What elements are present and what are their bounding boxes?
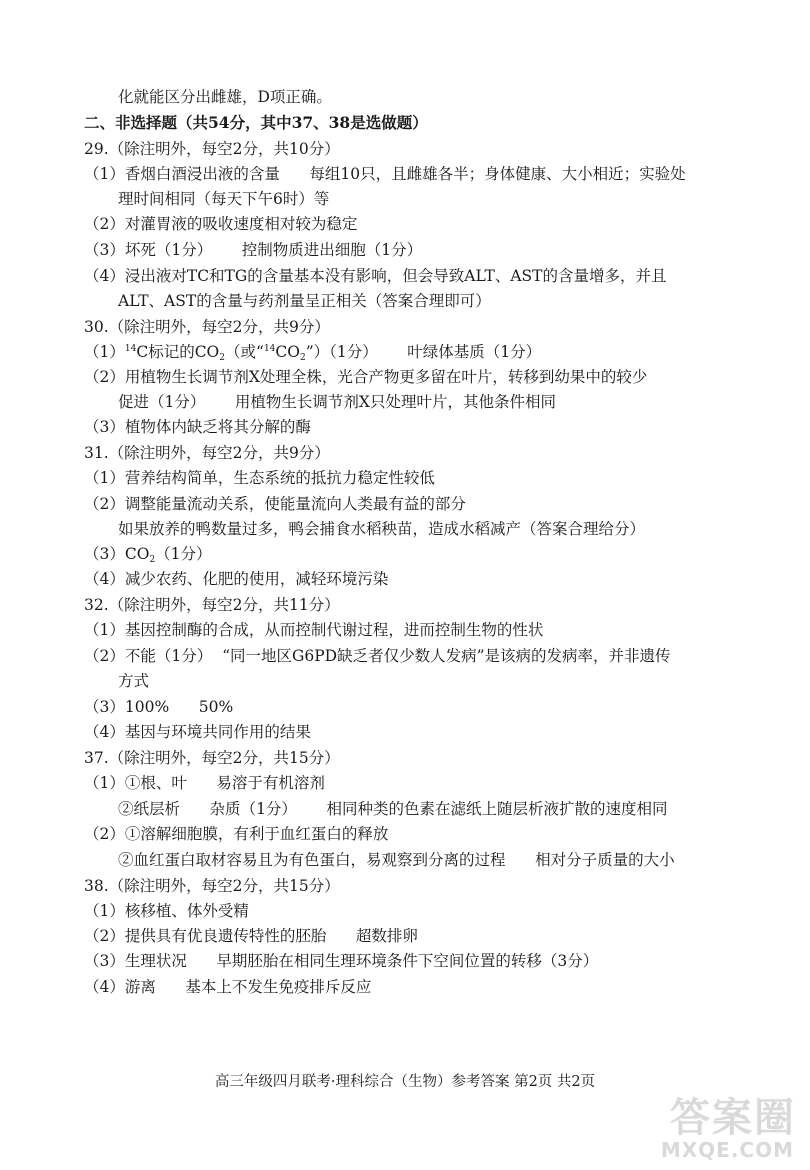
text-span: （3）CO xyxy=(84,545,150,563)
answer-line: 理时间相同（每天下午6时）等 xyxy=(118,190,330,208)
subscript: 2 xyxy=(219,353,225,363)
subscript: 2 xyxy=(299,353,306,363)
question-header: 30.（除注明外，每空2分，共9分） xyxy=(84,318,330,336)
answer-line: （2）调整能量流动关系，使能量流向人类最有益的部分 xyxy=(84,495,466,513)
section-heading: 二、非选择题（共54分，其中37、38是选做题） xyxy=(84,113,428,132)
text-span: C标记的CO xyxy=(136,343,220,361)
text-span: ”）（1分） 叶绿体基质（1分） xyxy=(305,343,542,361)
answer-line xyxy=(84,541,810,567)
answer-line xyxy=(84,339,810,365)
page-footer: 高三年级四月联考·理科综合（生物）参考答案 第2页 共2页 xyxy=(214,1074,596,1090)
text-span: （1分） xyxy=(155,545,212,563)
answer-line: （2）用植物生长调节剂X处理全株，光合产物更多留在叶片，转移到幼果中的较少 xyxy=(84,368,648,386)
answer-line: （1）香烟白酒浸出液的含量 每组10只，且雌雄各半；身体健康、大小相近；实验处 xyxy=(84,165,686,183)
text-span: （1） xyxy=(84,343,125,361)
answer-line: （2）提供具有优良遗传特性的胚胎 超数排卵 xyxy=(84,927,418,945)
answer-line: 促进（1分） 用植物生长调节剂X只处理叶片，其他条件相同 xyxy=(118,393,556,411)
text-line: 化就能区分出雌雄，D项正确。 xyxy=(118,88,332,106)
question-header: 38.（除注明外，每空2分，共15分） xyxy=(84,877,340,895)
answer-line: 如果放养的鸭数量过多，鸭会捕食水稻秧苗，造成水稻减产（答案合理给分） xyxy=(118,520,646,538)
answer-line: （1）核移植、体外受精 xyxy=(84,902,249,920)
question-header: 37.（除注明外，每空2分，共15分） xyxy=(84,749,340,767)
subscript: 2 xyxy=(149,555,156,565)
answer-line: （3）100% 50% xyxy=(84,698,234,716)
answer-line: ALT、AST的含量与药剂量呈正相关（答案合理即可） xyxy=(118,292,491,310)
answer-line: （2）①溶解细胞膜，有利于血红蛋白的释放 xyxy=(84,825,389,843)
answer-line: （2）对灌胃液的吸收速度相对较为稳定 xyxy=(84,215,358,233)
watermark-url: MXQE.COM xyxy=(660,1138,794,1162)
watermark-text: 答案圈 xyxy=(670,1095,796,1141)
answer-line: ②纸层析 杂质（1分） 相同种类的色素在滤纸上随层析液扩散的速度相同 xyxy=(118,800,668,818)
question-header: 32.（除注明外，每空2分，共11分） xyxy=(84,596,340,614)
answer-line: （4）浸出液对TC和TG的含量基本没有影响，但会导致ALT、AST的含量增多，并且 xyxy=(84,267,667,285)
watermark-logo xyxy=(650,1078,800,1164)
answer-line: （1）①根、叶 易溶于有机溶剂 xyxy=(84,774,325,792)
superscript: 14 xyxy=(124,344,137,354)
question-header: 31.（除注明外，每空2分，共9分） xyxy=(84,444,330,462)
answer-line: （1）营养结构简单，生态系统的抵抗力稳定性较低 xyxy=(84,469,435,487)
answer-line: （1）基因控制酶的合成，从而控制代谢过程，进而控制生物的性状 xyxy=(84,621,544,639)
answer-line: （4）基因与环境共同作用的结果 xyxy=(84,723,311,741)
answer-line: 方式 xyxy=(118,672,150,690)
answer-line: （4）减少农药、化肥的使用，减轻环境污染 xyxy=(84,570,389,588)
text-span: CO xyxy=(275,343,300,361)
answer-line: （3）坏死（1分） 控制物质进出细胞（1分） xyxy=(84,241,423,259)
question-header: 29.（除注明外，每空2分，共10分） xyxy=(84,140,340,158)
answer-line: （2）不能（1分） “同一地区G6PD缺乏者仅少数人发病”是该病的发病率，并非遗传 xyxy=(84,647,671,665)
answer-line: （4）游离 基本上不发生免疫排斥反应 xyxy=(84,978,372,996)
answer-line: （3）生理状况 早期胚胎在相同生理环境条件下空间位置的转移（3分） xyxy=(84,952,599,970)
answer-line: （3）植物体内缺乏将其分解的酶 xyxy=(84,418,311,436)
superscript: 14 xyxy=(263,344,276,354)
answer-line: ②血红蛋白取材容易且为有色蛋白，易观察到分离的过程 相对分子质量的大小 xyxy=(118,851,675,869)
text-span: （或“ xyxy=(225,343,264,361)
